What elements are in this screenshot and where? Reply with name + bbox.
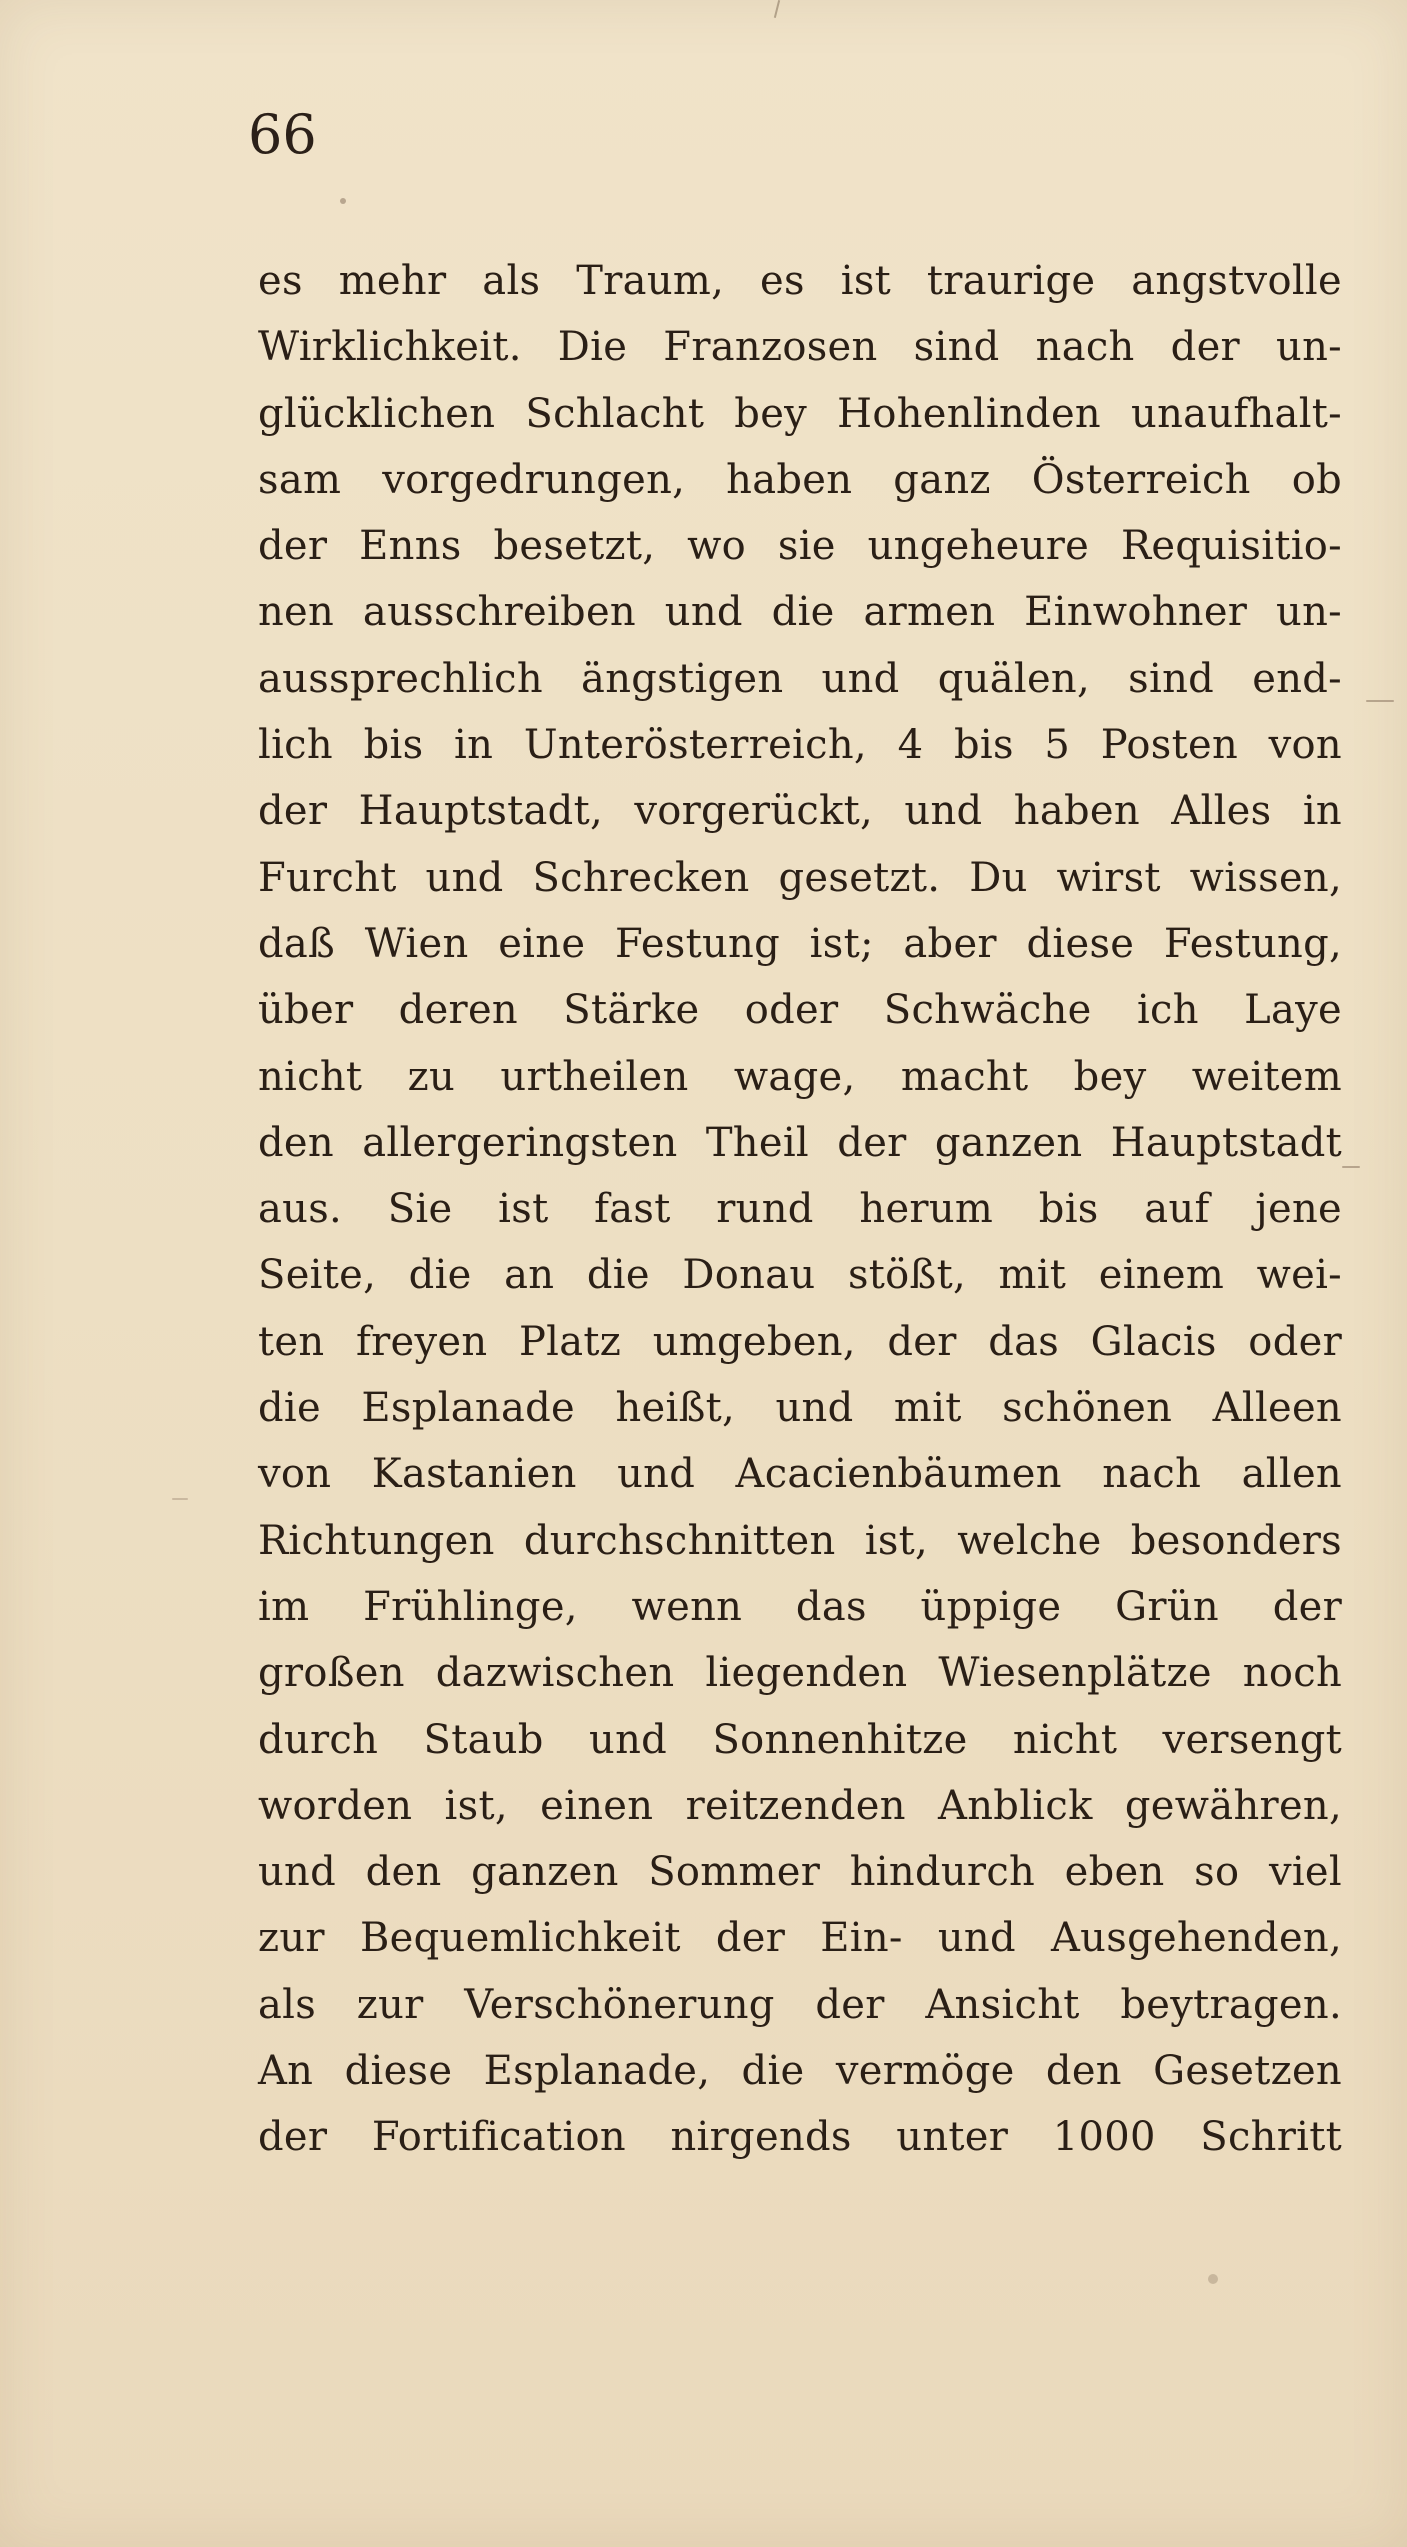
paper-speck bbox=[1208, 2274, 1218, 2284]
text-line: worden ist, einen reitzenden Anblick gewähren, bbox=[258, 1782, 1342, 1829]
text-line: aus. Sie ist fast rund herum bis auf jene bbox=[258, 1186, 1342, 1233]
text-line: Wirklichkeit. Die Franzosen sind nach der un- bbox=[258, 324, 1342, 371]
text-line: durch Staub und Sonnenhitze nicht versengt bbox=[258, 1716, 1342, 1763]
text-line: es mehr als Traum, es ist traurige angstvolle bbox=[258, 258, 1342, 304]
text-line: An diese Esplanade, die vermöge den Gesetzen bbox=[258, 2048, 1342, 2095]
text-line: lich bis in Unterösterreich, 4 bis 5 Posten von bbox=[258, 722, 1342, 769]
text-line: ten freyen Platz umgeben, der das Glacis oder bbox=[258, 1318, 1342, 1365]
text-line: der Enns besetzt, wo sie ungeheure Requisitio- bbox=[258, 523, 1342, 570]
text-line: Seite, die an die Donau stößt, mit einem wei- bbox=[258, 1252, 1342, 1299]
text-line: Furcht und Schrecken gesetzt. Du wirst wissen, bbox=[258, 854, 1342, 901]
text-line: der Hauptstadt, vorgerückt, und haben Alles in bbox=[258, 788, 1342, 835]
text-line: nicht zu urtheilen wage, macht bey weitem bbox=[258, 1053, 1342, 1100]
text-line: Richtungen durchschnitten ist, welche besonders bbox=[258, 1517, 1342, 1564]
text-line: großen dazwischen liegenden Wiesenplätze noch bbox=[258, 1650, 1342, 1697]
paper-speck bbox=[172, 1498, 188, 1500]
text-line: daß Wien eine Festung ist; aber diese Festung, bbox=[258, 920, 1342, 967]
body-text bbox=[258, 248, 1342, 2171]
paper-speck bbox=[340, 198, 346, 204]
text-line: die Esplanade heißt, und mit schönen Alleen bbox=[258, 1385, 1342, 1432]
text-line: glücklichen Schlacht bey Hohenlinden unaufhalt- bbox=[258, 390, 1342, 437]
text-line: als zur Verschönerung der Ansicht beytragen. bbox=[258, 1981, 1342, 2028]
text-line: nen ausschreiben und die armen Einwohner un- bbox=[258, 589, 1342, 636]
text-line: sam vorgedrungen, haben ganz Österreich ob bbox=[258, 456, 1342, 503]
text-line: von Kastanien und Acacienbäumen nach allen bbox=[258, 1451, 1342, 1498]
text-line: im Frühlinge, wenn das üppige Grün der bbox=[258, 1583, 1342, 1630]
page-number: 66 bbox=[248, 103, 317, 166]
paper-speck bbox=[1342, 1166, 1360, 1168]
text-line: den allergeringsten Theil der ganzen Hauptstadt bbox=[258, 1119, 1342, 1166]
text-line: über deren Stärke oder Schwäche ich Laye bbox=[258, 987, 1342, 1034]
text-line: aussprechlich ängstigen und quälen, sind end- bbox=[258, 655, 1342, 702]
paper-speck bbox=[1366, 700, 1394, 702]
text-line: zur Bequemlichkeit der Ein- und Ausgehenden, bbox=[258, 1915, 1342, 1962]
text-line: der Fortification nirgends unter 1000 Schritt bbox=[258, 2114, 1342, 2161]
text-line: und den ganzen Sommer hindurch eben so viel bbox=[258, 1849, 1342, 1896]
paper-mark bbox=[774, 0, 780, 18]
